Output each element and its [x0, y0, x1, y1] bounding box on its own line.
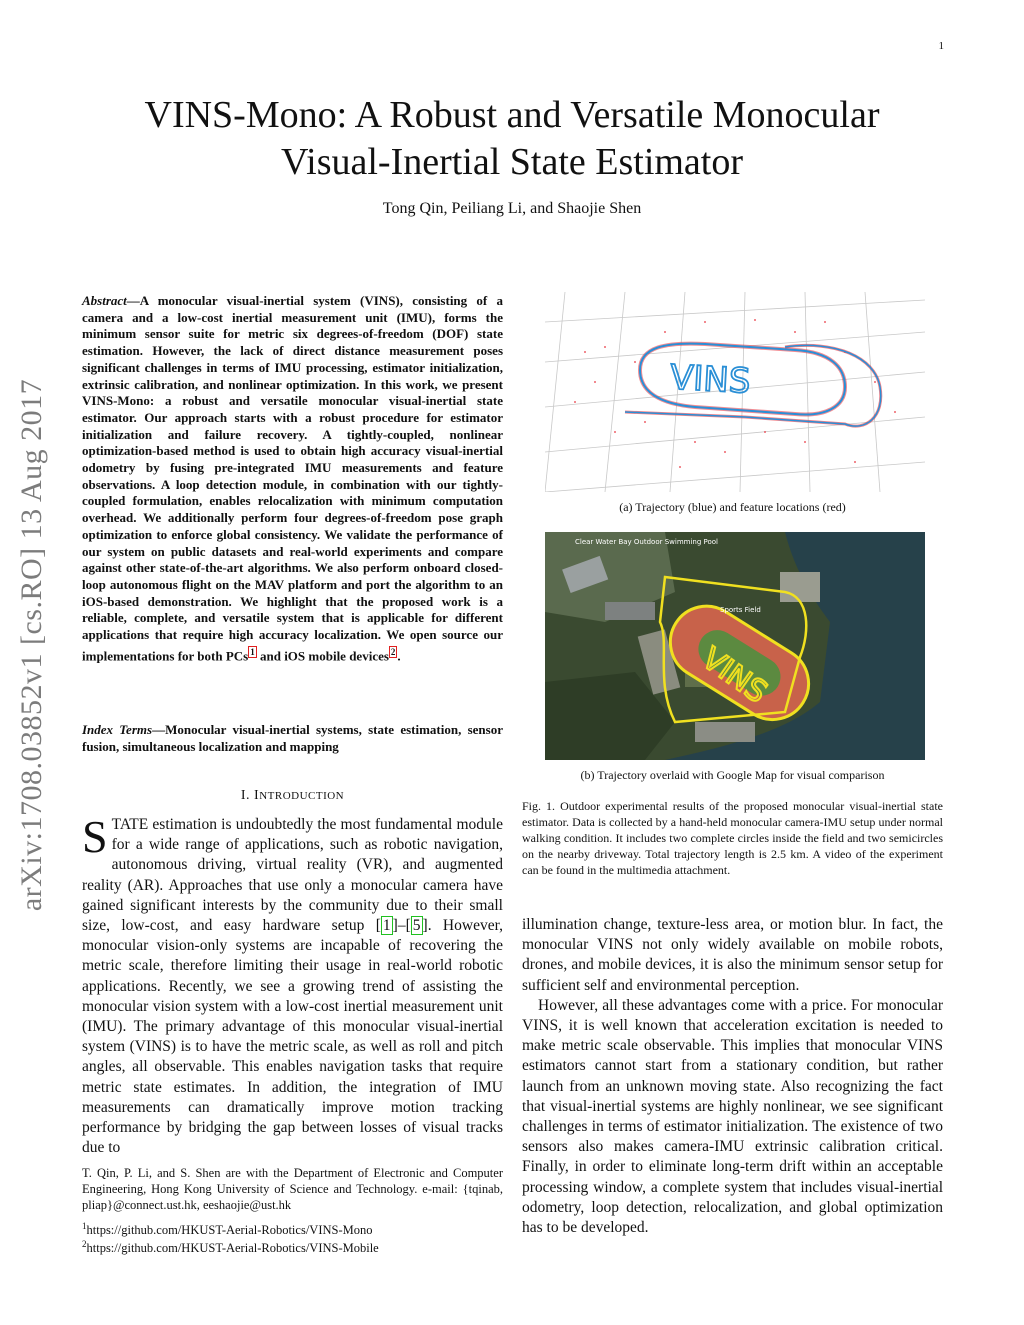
right-column-text [522, 915, 943, 1238]
page-number: 1 [938, 40, 944, 52]
map-label-pool: Clear Water Bay Outdoor Swimming Pool [575, 538, 718, 546]
abstract [82, 293, 503, 665]
intro-paragraph: STATE estimation is undoubtedly the most fundamental module for a wide range of applications, such as robotic navigation, autonomous driving, virtual reality (VR), and augmented reality (AR). Approaches that use only a monocular camera have gained significant interests by the community due to their small size, low-cost, and easy hardware setup [ 1 ]–[ 5 ]. However, monocular vision-only systems are incapable of recovering the metric scale, therefore limiting their usage in real-world robotic applications. Recently, we see a growing trend of assisting the monocular vision system with a low-cost inertial measurement unit (IMU). The primary advantage of this monocular visual-inertial system (VINS) is to have the metric scale, as well as roll and pitch angles, all observable. This enables navigation tasks that require metric state estimates. In addition, the integration of IMU measurements can dramatically improve motion tracking performance by bridging the gap between losses of visual tracks due to [82, 811, 503, 1157]
citation-5[interactable]: 5 [412, 917, 421, 935]
abstract-text-c: . [397, 648, 401, 664]
figure-caption: Fig. 1. Outdoor experimental results of the proposed monocular visual-inertial state estimator. Data is collected by a hand-held monocular camera-IMU setup under normal walking condition. It includes two complete circles inside the field and two semicircles on the nearby driveway. Total trajectory length is 2.5 km. A video of the experiment can be found in the multimedia attachment. [522, 799, 943, 877]
index-terms [82, 722, 503, 755]
right-paragraph-2: However, all these advantages come with a price. For monocular VINS, it is well known that acceleration excitation is needed to make metric scale observable. This implies that monocular VINS estimators cannot start from a stationary condition, but rather launch from an unknown moving state. Also recognizing the fact that visual-inertial systems are highly nonlinear, we see significant challenges in terms of estimator initialization. The existence of two sensors also makes camera-IMU extrinsic calibration critical. Finally, in order to eliminate long-term drift within an acceptable processing window, a complete system that includes visual-inertial odometry, loop detection, relocalization, and global optimization has to be developed. [522, 996, 943, 1237]
arxiv-stamp [12, 345, 52, 945]
drop-cap: S [82, 811, 108, 862]
footnote-1-mark: 1 [82, 1221, 87, 1231]
index-terms-label: Index Terms [82, 722, 153, 737]
paper-title [0, 92, 1024, 186]
figure-b-label: VINS [695, 641, 774, 711]
intro-text-b: . However, monocular vision-only systems are incapable of recovering the metric scale, therefore limiting their usage in real-world robotic applications. Recently, we see a growing trend of assisting the monocular vision system with a low-cost inertial measurement unit (IMU). The primary advantage of this monocular visual-inertial system (VINS) is to have the metric scale, as well as roll and pitch angles, all observable. This enables navigation tasks that require metric state estimates. In addition, the integration of IMU measurements can dramatically improve motion tracking performance by bridging the gap between losses of visual tracks due to [82, 917, 503, 1157]
figure-trajectory-features [545, 292, 925, 492]
map-label-field: Sports Field [720, 606, 761, 614]
authors: Tong Qin, Peiliang Li, and Shaojie Shen [382, 200, 642, 217]
intro-text-a: TATE estimation is undoubtedly the most fundamental module for a wide range of applications, such as robotic navigation, autonomous driving, virtual reality (VR), and augmented reality (AR). Approaches that use only a monocular camera have gained significant interests by the community due to their small size, low-cost, and easy hardware setup [82, 816, 503, 935]
section-title: I. INTRODUCTION [240, 788, 345, 803]
figure-map-overlay [545, 532, 925, 760]
right-paragraph-1: illumination change, texture-less area, or motion blur. In fact, the monocular VINS not only widely available on mobile robots, drones, and mobile devices, it is also the minimum sensor setup for sufficient self and environmental perception. [522, 916, 943, 994]
abstract-label: Abstract [82, 293, 127, 308]
trajectory-plot [545, 292, 925, 492]
title-line-2: Visual-Inertial State Estimator [280, 141, 744, 183]
footnote-2-mark: 2 [82, 1239, 87, 1249]
author-footnote: T. Qin, P. Li, and S. Shen are with the Department of Electronic and Computer Engineering, Hong Kong University of Science and Technology. e-mail: {tqinab, pliap}@connect.ust.hk, eeshaojie@ust.hk [82, 1166, 503, 1212]
footnote-link-2[interactable]: 2 [390, 646, 396, 657]
caption-a: (a) Trajectory (blue) and feature locations (red) [619, 500, 846, 514]
index-terms-text: —Monocular visual-inertial systems, state estimation, sensor fusion, simultaneous localization and mapping [82, 722, 503, 754]
arxiv-id: arXiv:1708.03852v1 [cs.RO] 13 Aug 2017 [15, 378, 48, 912]
intro-dash: – [397, 917, 406, 935]
figure-a-label: VINS [669, 357, 752, 402]
caption-b: (b) Trajectory overlaid with Google Map for visual comparison [580, 768, 885, 782]
abstract-text-b: and iOS mobile devices [256, 648, 389, 664]
map-image [545, 532, 925, 760]
footnote-2 [82, 1236, 503, 1256]
title-line-1: VINS-Mono: A Robust and Versatile Monocular [144, 94, 880, 136]
footnote-1-url[interactable]: https://github.com/HKUST-Aerial-Robotics/VINS-Mono [86, 1223, 373, 1238]
citation-1[interactable]: 1 [382, 917, 391, 935]
footnote-2-url[interactable]: https://github.com/HKUST-Aerial-Robotics/VINS-Mobile [86, 1241, 379, 1256]
footnote-link-1[interactable]: 1 [250, 646, 255, 657]
abstract-text: —A monocular visual-inertial system (VINS), consisting of a camera and a low-cost inertial measurement unit (IMU), forms the minimum sensor suite for metric six degrees-of-freedom (DOF) state estimation. However, the lack of direct distance measurement poses significant challenges in terms of IMU processing, estimator initialization, extrinsic calibration, and nonlinear optimization. In this work, we present VINS-Mono: a robust and versatile monocular visual-inertial state estimator. Our approach starts with a robust procedure for estimator initialization and failure recovery. A tightly-coupled, nonlinear optimization-based method is used to obtain high accuracy visual-inertial odometry by fusing pre-integrated IMU measurements and feature observations. A loop detection module, in combination with our tightly-coupled formulation, enables relocalization with minimum computation overhead. We additionally perform four degrees-of-freedom pose graph optimization to enforce global consistency. We validate the performance of our system on public datasets and real-world experiments and compare against other state-of-the-art algorithms. We also perform onboard closed-loop autonomous flight on the MAV platform and port the algorithm to an iOS-based demonstration. We highlight that the proposed work is a reliable, complete, and versatile system that is applicable for different applications that require high accuracy localization. We open source our implementations for both PCs [82, 293, 503, 664]
